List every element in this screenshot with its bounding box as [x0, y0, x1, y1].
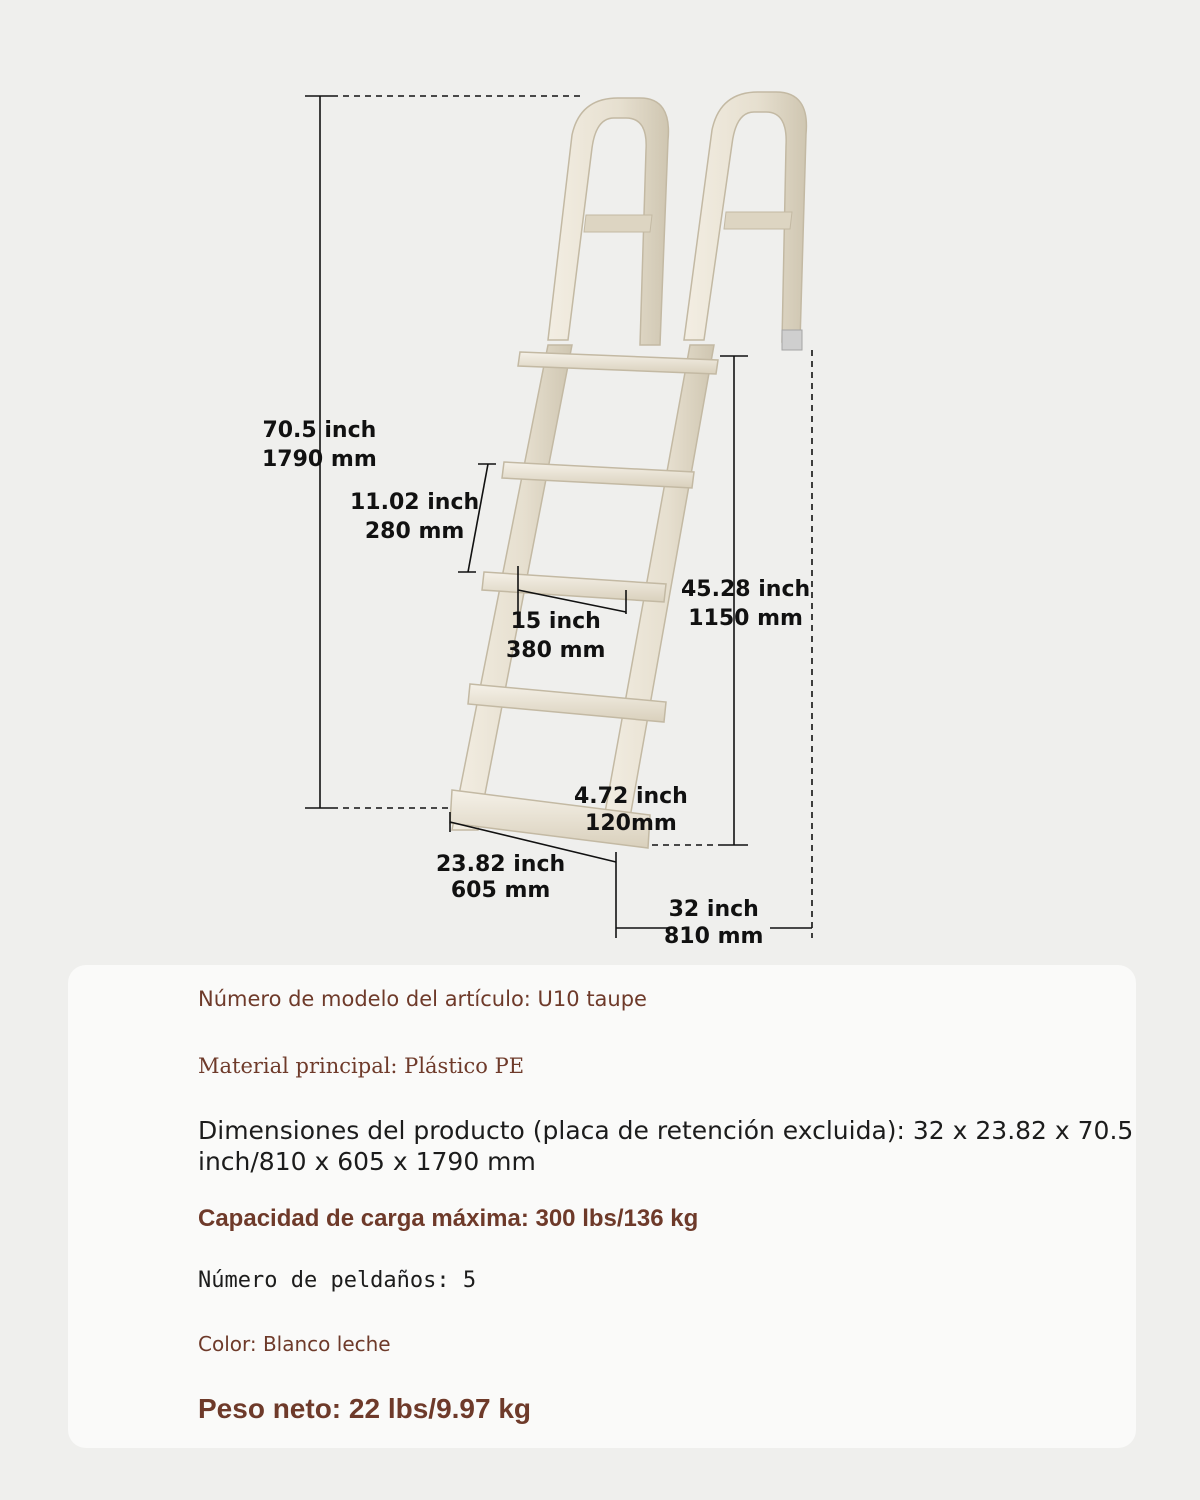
spec-model: Número de modelo del artículo: U10 taupe — [198, 987, 647, 1011]
step-spacing-mm: 280 mm — [364, 519, 465, 544]
step-width-label — [506, 607, 605, 665]
step-depth-label — [574, 783, 688, 837]
step-depth-mm: 120mm — [585, 811, 677, 836]
total-depth-mm: 810 mm — [664, 924, 764, 949]
spec-card — [68, 965, 1136, 1448]
base-width-label — [436, 852, 565, 904]
step-depth-inch: 4.72 inch — [574, 784, 688, 809]
lower-height-mm: 1150 mm — [688, 606, 803, 631]
lower-height-label — [681, 575, 810, 633]
step-spacing-inch: 11.02 inch — [350, 490, 480, 515]
base-width-inch: 23.82 inch — [436, 852, 566, 877]
spec-material: Material principal: Plástico PE — [198, 1054, 525, 1078]
total-depth-label — [664, 896, 763, 950]
spec-max-load: Capacidad de carga máxima: 300 lbs/136 kg — [198, 1205, 699, 1232]
height-total-label — [262, 416, 377, 474]
spec-net-weight: Peso neto: 22 lbs/9.97 kg — [198, 1393, 532, 1424]
height-total-inch: 70.5 inch — [262, 418, 377, 443]
step-spacing-label — [350, 488, 479, 546]
total-depth-inch: 32 inch — [668, 897, 759, 922]
step-width-inch: 15 inch — [510, 609, 601, 634]
spec-steps: Número de peldaños: 5 — [198, 1268, 477, 1293]
base-width-mm: 605 mm — [450, 878, 551, 903]
left-handle — [548, 98, 668, 345]
height-total-mm: 1790 mm — [262, 447, 377, 472]
step-width-mm: 380 mm — [506, 638, 606, 663]
lower-height-inch: 45.28 inch — [681, 577, 811, 602]
spec-product-dimensions: Dimensiones del producto (placa de retención excluida): 32 x 23.82 x 70.5 inch/810 x 605 x 1790 mm — [198, 1116, 1134, 1176]
right-handle — [684, 92, 806, 350]
spec-color: Color: Blanco leche — [198, 1332, 391, 1356]
